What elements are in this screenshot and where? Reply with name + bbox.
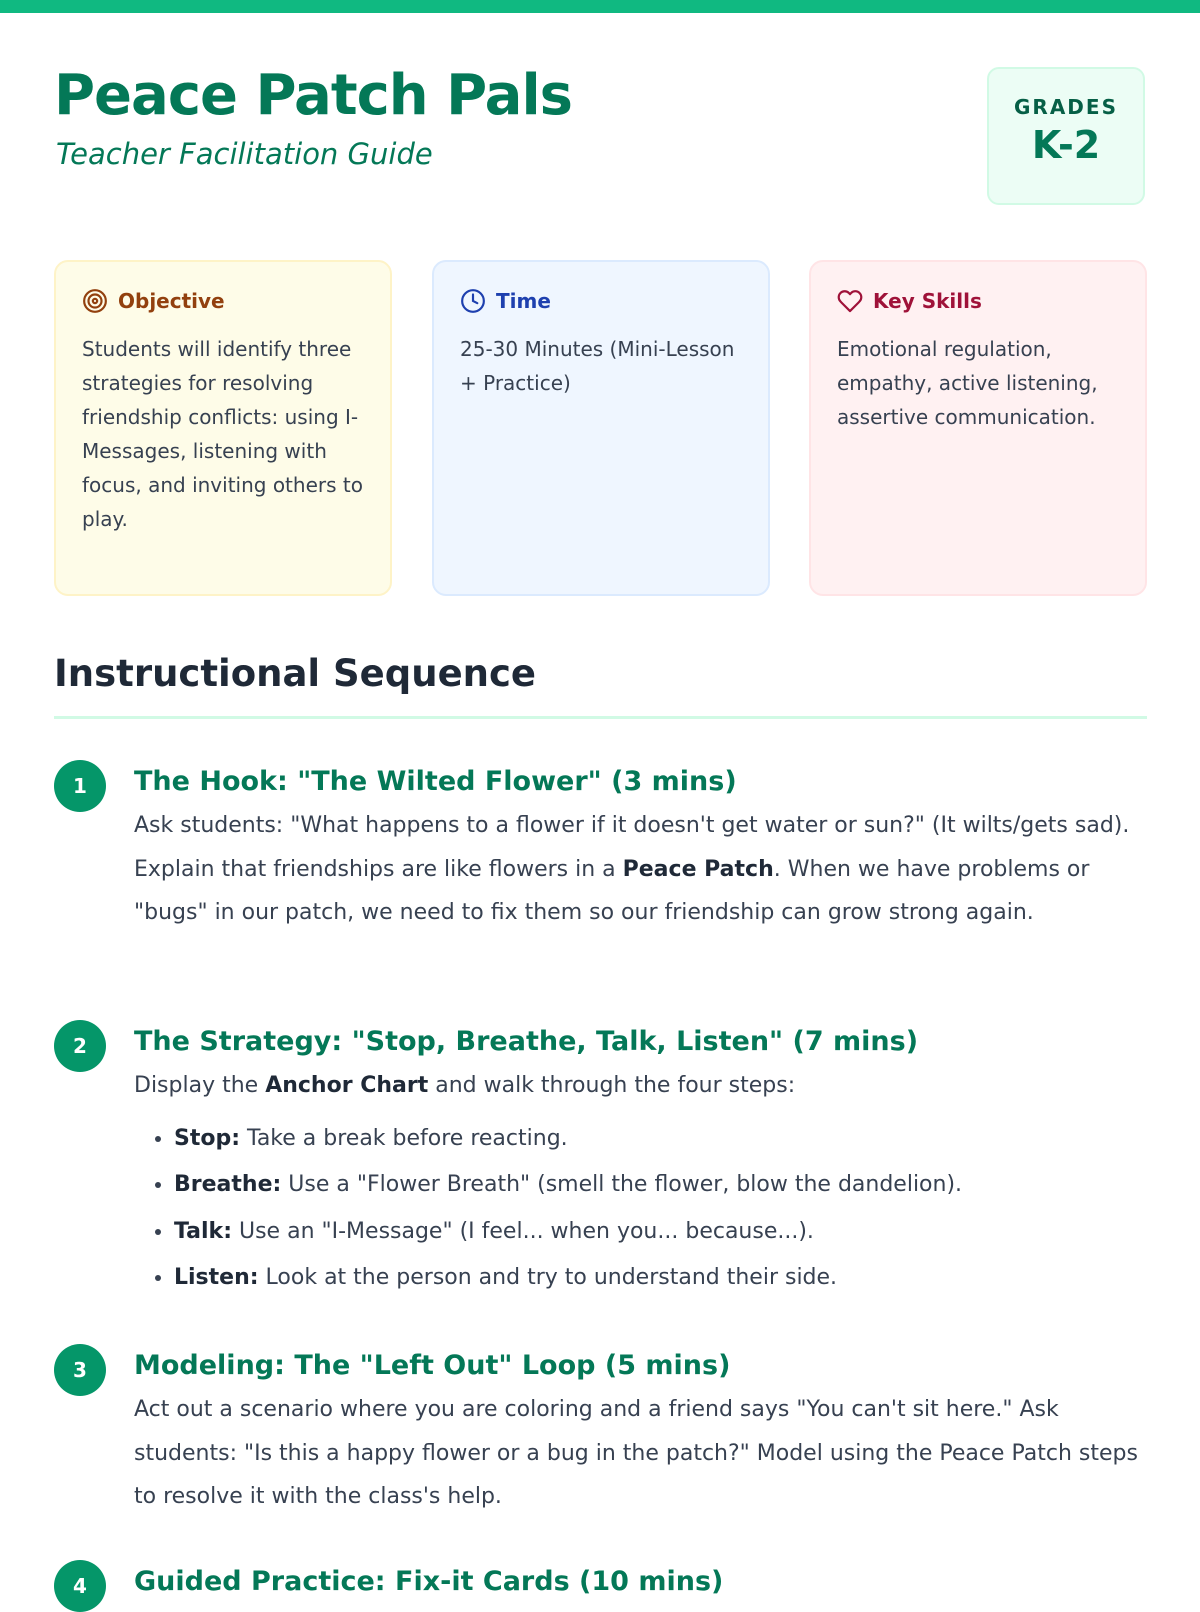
page-subtitle: Teacher Facilitation Guide (56, 137, 433, 171)
grade-value: K-2 (1031, 123, 1101, 167)
step-number-badge: 4 (54, 1560, 106, 1612)
objective-card-header (82, 288, 364, 314)
strategy-list (134, 1116, 1147, 1302)
list-item: • Listen: Look at the person and try to understand their side. (174, 1255, 1147, 1302)
step-title: The Strategy: "Stop, Breathe, Talk, Listen" (7 mins) (134, 1026, 919, 1057)
objective-heading: Objective (118, 289, 225, 313)
step-description: Display the Anchor Chart and walk through the four steps: (134, 1073, 796, 1098)
section-divider (54, 716, 1147, 719)
step-title: The Hook: "The Wilted Flower" (3 mins) (134, 766, 737, 797)
step-number-badge: 1 (54, 760, 106, 812)
heart-icon (837, 288, 863, 314)
key-skills-text: Emotional regulation, empathy, active listening, assertive communication. (837, 337, 1098, 429)
step-number-badge: 3 (54, 1344, 106, 1396)
key-skills-heading: Key Skills (873, 289, 982, 313)
step-title: Modeling: The "Left Out" Loop (5 mins) (134, 1350, 731, 1381)
time-card-header (460, 288, 742, 314)
top-accent-bar (0, 0, 1200, 13)
target-icon (82, 288, 108, 314)
time-text: 25-30 Minutes (Mini-Lesson + Practice) (460, 337, 735, 395)
objective-text: Students will identify three strategies for resolving friendship conflicts: using I-Messages, listening with focus, and inviting others to play. (82, 337, 363, 531)
section-title: Instructional Sequence (54, 652, 537, 695)
time-heading: Time (496, 289, 551, 313)
clock-icon (460, 288, 486, 314)
step-number-badge: 2 (54, 1020, 106, 1072)
list-item: • Talk: Use an "I-Message" (I feel... when you... because...). (174, 1209, 1147, 1256)
list-item: • Breathe: Use a "Flower Breath" (smell the flower, blow the dandelion). (174, 1162, 1147, 1209)
grade-badge (987, 67, 1145, 205)
key-skills-card (809, 260, 1147, 596)
step-title: Guided Practice: Fix-it Cards (10 mins) (134, 1566, 724, 1597)
list-item: • Stop: Take a break before reacting. (174, 1116, 1147, 1163)
time-card (432, 260, 770, 596)
step-description: Ask students: "What happens to a flower if it doesn't get water or sun?" (It wilts/gets sad). Explain that friendships are like flowers in a Peace Patch. When we have problems or "bugs" in our patch, we need to fix them so our friendship can grow strong again. (134, 813, 1130, 925)
page-title: Peace Patch Pals (54, 63, 572, 128)
step-description: Act out a scenario where you are coloring and a friend says "You can't sit here." Ask students: "Is this a happy flower or a bug in the patch?" Model using the Peace Patch steps to resolve it with the class's help. (134, 1397, 1138, 1509)
grade-label: GRADES (1014, 95, 1118, 119)
objective-card (54, 260, 392, 596)
key-skills-card-header (837, 288, 1119, 314)
